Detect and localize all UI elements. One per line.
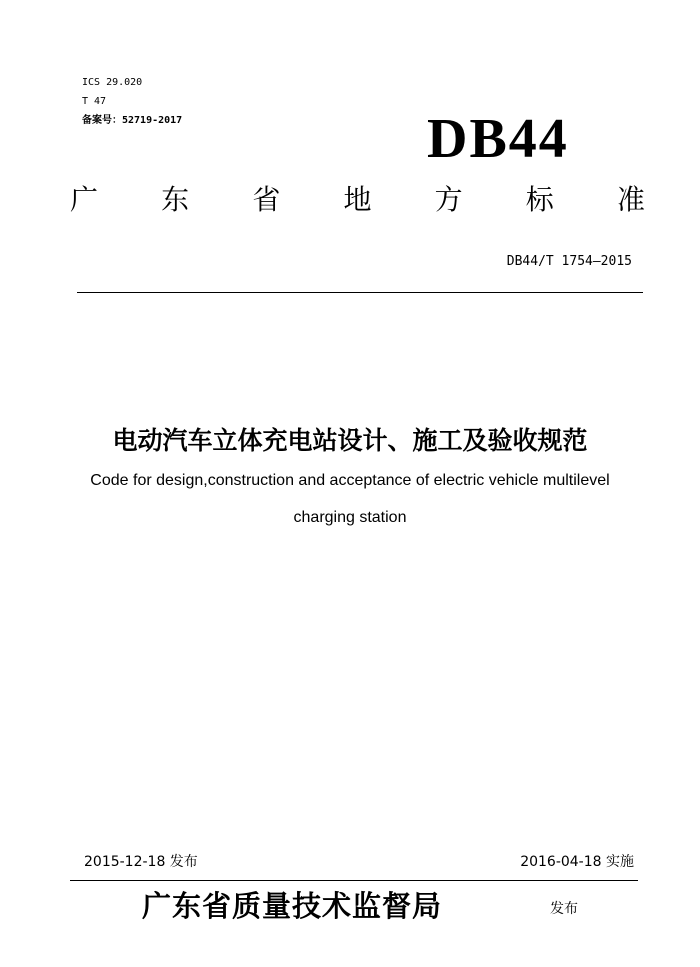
standard-type-char: 标	[525, 183, 554, 216]
standard-type-char: 准	[616, 183, 645, 216]
document-title-english-line1: Code for design,construction and acceptance of electric vehicle multilevel	[90, 472, 610, 489]
standard-type-char: 地	[343, 183, 372, 216]
category-code: T 47	[82, 96, 107, 107]
bottom-divider	[70, 880, 638, 881]
standard-type-char: 东	[161, 183, 190, 216]
implementation-date: 2016-04-18 实施	[520, 854, 634, 870]
standard-type-char: 省	[252, 183, 281, 216]
standard-type-char: 方	[434, 183, 463, 216]
standard-type-title	[70, 183, 645, 216]
issue-date: 2015-12-18 发布	[84, 854, 198, 870]
db44-logo: DB44	[427, 108, 569, 170]
standard-code: DB44/T 1754—2015	[506, 254, 632, 269]
ics-number: ICS 29.020	[82, 77, 143, 88]
document-title-english-line2: charging station	[293, 509, 407, 526]
top-divider	[77, 292, 643, 293]
record-number: 备案号：52719-2017	[82, 115, 183, 126]
standard-type-char: 广	[70, 183, 99, 216]
document-title-chinese: 电动汽车立体充电站设计、施工及验收规范	[112, 426, 588, 455]
issuing-authority: 广东省质量技术监督局	[142, 889, 443, 923]
issued-label: 发布	[550, 901, 578, 917]
